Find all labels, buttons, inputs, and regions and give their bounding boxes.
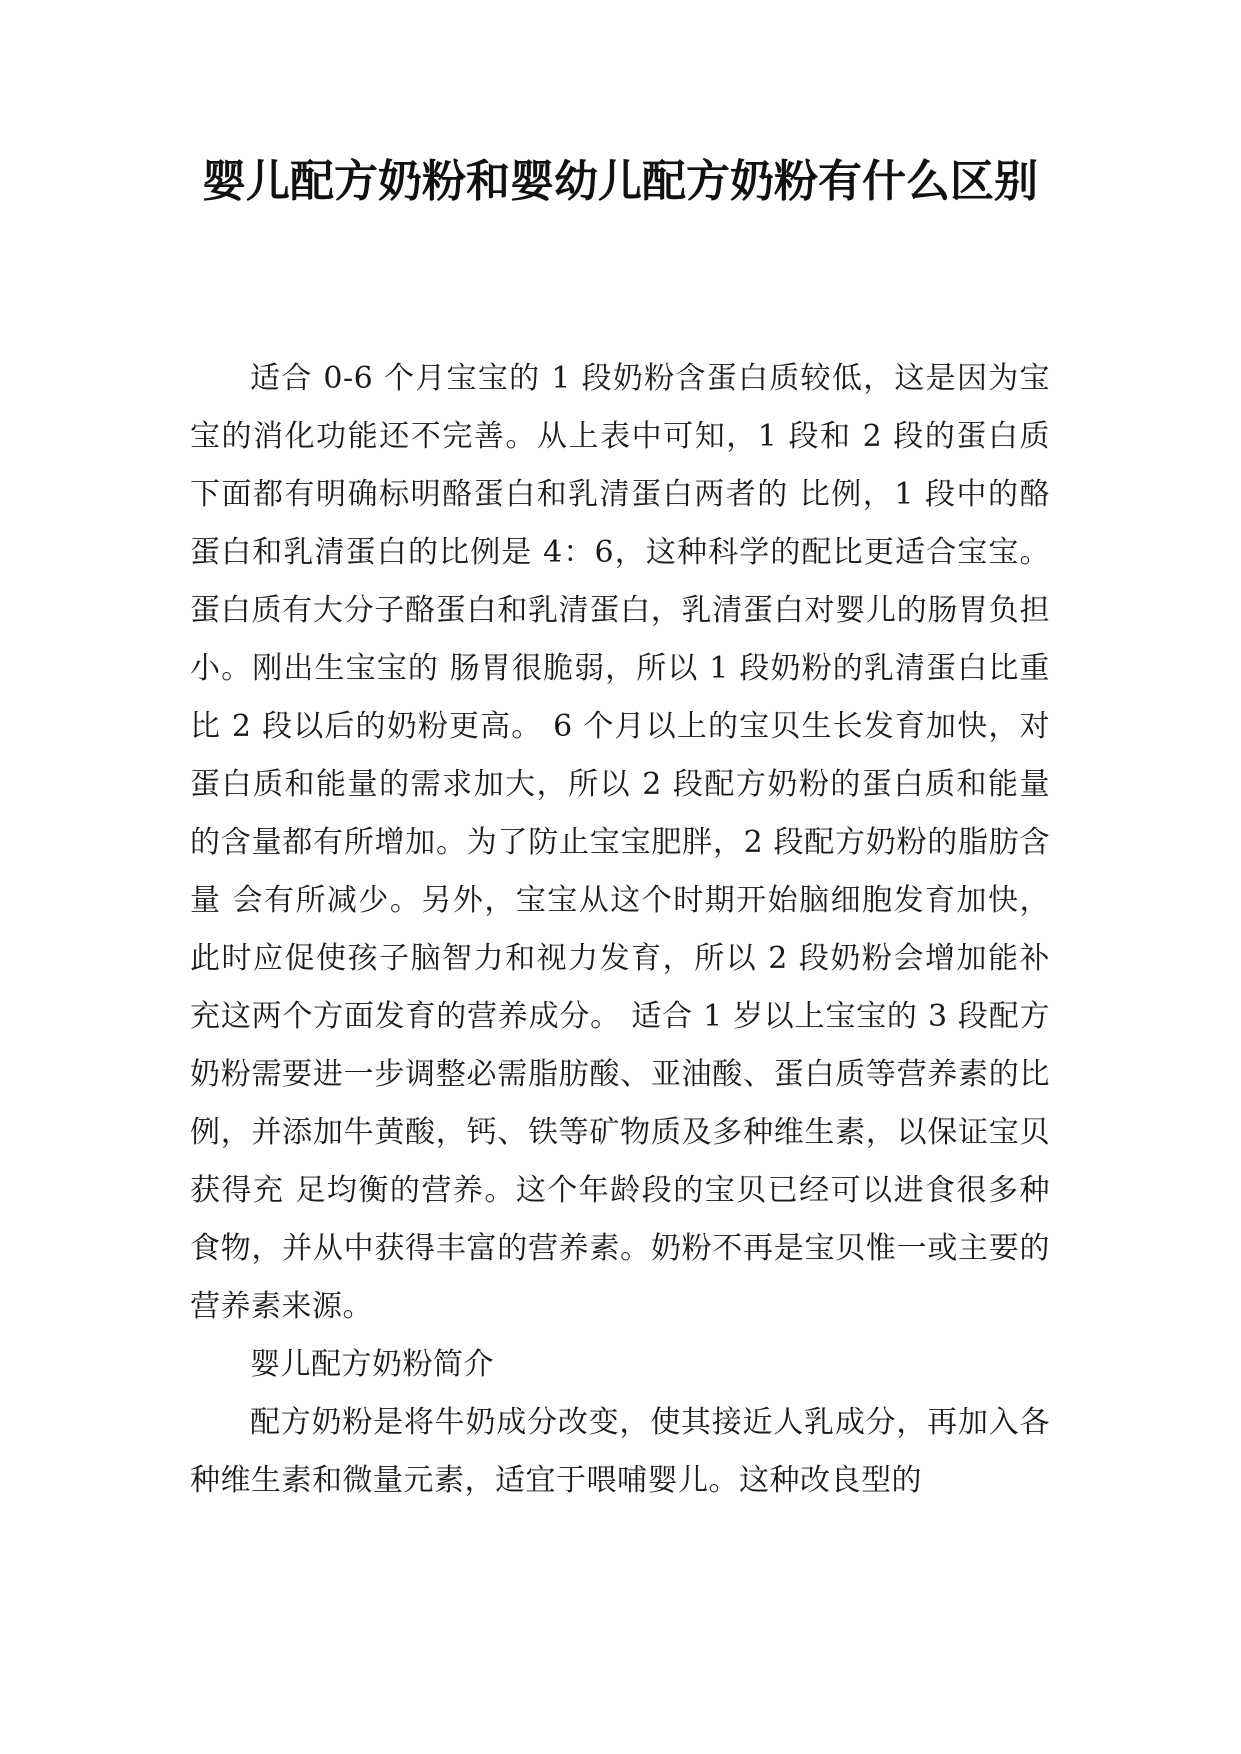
body-paragraph: 适合 0-6 个月宝宝的 1 段奶粉含蛋白质较低，这是因为宝宝的消化功能还不完善。从上表中可知，1 段和 2 段的蛋白质下面都有明确标明酪蛋白和乳清蛋白两者的 比例，1 段中的酪蛋白和乳清蛋白的比例是 4：6，这种科学的配比更适合宝宝。蛋白质有大分子酪蛋白和乳清蛋白，乳清蛋白对婴儿的肠胃负担小。刚出生宝宝的 肠胃很脆弱，所以 1 段奶粉的乳清蛋白比重比 2 段以后的奶粉更高。 6 个月以上的宝贝生长发育加快，对蛋白质和能量的需求加大，所以 2 段配方奶粉的蛋白质和能量的含量都有所增加。为了防止宝宝肥胖，2 段配方奶粉的脂肪含量 会有所减少。另外，宝宝从这个时期开始脑细胞发育加快，此时应促使孩子脑智力和视力发育，所以 2 段奶粉会增加能补充这两个方面发育的营养成分。 适合 1 岁以上宝宝的 3 段配方奶粉需要进一步调整必需脂肪酸、亚油酸、蛋白质等营养素的比例，并添加牛黄酸，钙、铁等矿物质及多种维生素，以保证宝贝获得充 足均衡的营养。这个年龄段的宝贝已经可以进食很多种食物，并从中获得丰富的营养素。奶粉不再是宝贝惟一或主要的营养素来源。 xyxy=(190,361,1050,1324)
document-body xyxy=(190,350,1050,1510)
document-title: 婴儿配方奶粉和婴幼儿配方奶粉有什么区别 xyxy=(202,156,1038,207)
section-heading: 婴儿配方奶粉简介 xyxy=(250,1347,494,1382)
body-paragraph: 配方奶粉是将牛奶成分改变，使其接近人乳成分，再加入各种维生素和微量元素，适宜于喂哺婴儿。这种改良型的 xyxy=(190,1405,1050,1498)
